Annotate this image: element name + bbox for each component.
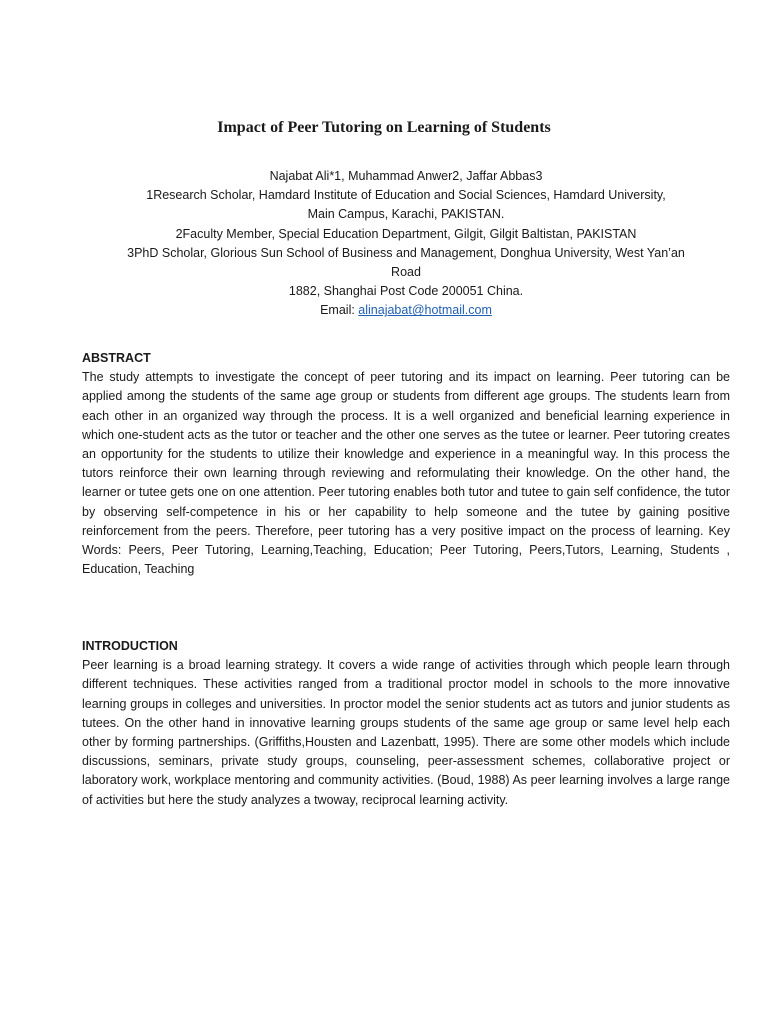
affiliation-3-line-3: 1882, Shanghai Post Code 200051 China. — [288, 284, 524, 299]
abstract-section — [82, 349, 730, 579]
affiliation-3-line-2: Road — [391, 265, 421, 280]
affiliation-1-line-2: Main Campus, Karachi, PAKISTAN. — [307, 207, 505, 222]
introduction-body: Peer learning is a broad learning strategy. It covers a wide range of activities through which people learn through different techniques. These activities ranged from a traditional proctor model in schools to the more innovative learning groups in colleges and universities. In proctor model the senior students act as tutors and junior students as tutees. On the other hand in innovative learning groups students of the same age group or same level help each other by forming partnerships. (Griffiths,Housten and Lazenbatt, 1995). There are some other models which include discussions, seminars, private study groups, counseling, peer-assessment schemes, collaborative project or laboratory work, workplace mentoring and community activities. (Boud, 1988) As peer learning involves a large range of activities but here the study analyzes a twoway, reciprocal learning activity. — [82, 658, 730, 807]
email-label: Email: — [320, 303, 359, 318]
introduction-heading: INTRODUCTION — [82, 639, 178, 653]
paper-title: Impact of Peer Tutoring on Learning of Students — [217, 119, 551, 136]
author-names: Najabat Ali*1, Muhammad Anwer2, Jaffar Abbas3 — [269, 169, 543, 183]
author-block — [82, 167, 730, 321]
email-link[interactable]: alinajabat@hotmail.com — [358, 303, 492, 318]
introduction-section — [82, 637, 730, 810]
affiliation-2: 2Faculty Member, Special Education Department, Gilgit, Gilgit Baltistan, PAKISTAN — [175, 226, 637, 241]
email-line — [82, 301, 730, 320]
affiliation-3-line-1: 3PhD Scholar, Glorious Sun School of Business and Management, Donghua University, West Yan’an — [127, 245, 685, 260]
abstract-heading: ABSTRACT — [82, 351, 151, 365]
abstract-body: The study attempts to investigate the concept of peer tutoring and its impact on learning. Peer tutoring can be applied among the students of the same age group or students from different age groups. The students learn from each other in an organized way through the process. It is a well organized and beneficial learning experience in which one-student acts as the tutor or teacher and the other one serves as the tutee or learner. Peer tutoring creates an opportunity for the students to utilize their knowledge and experience in a meaningful way. In this process the tutors reinforce their own learning through reviewing and reformulating their knowledge. On the other hand, the learner or tutee gets one on one attention. Peer tutoring enables both tutor and tutee to gain self confidence, the tutor by observing self-competence in his or her capability to help someone and the tutee by gaining positive reinforcement from the peers. Therefore, peer tutoring has a very positive impact on the process of learning. Key Words: Peers, Peer Tutoring, Learning,Teaching, Education; Peer Tutoring, Peers,Tutors, Learning, Students , Education, Teaching — [82, 370, 730, 577]
affiliation-1-line-1: 1Research Scholar, Hamdard Institute of Education and Social Sciences, Hamdard University, — [146, 188, 666, 203]
